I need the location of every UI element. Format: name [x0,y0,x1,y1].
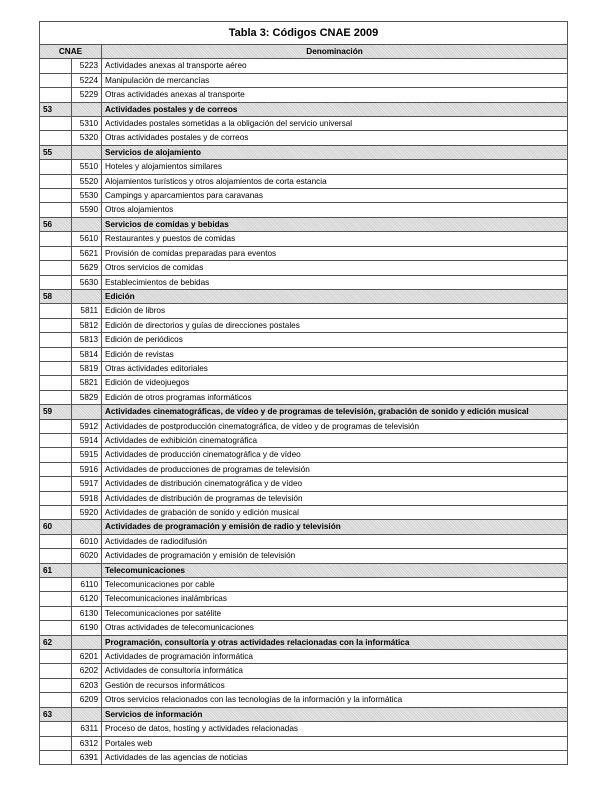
title-row [40,22,568,45]
item-code: 6020 [72,549,102,563]
table-row [40,578,568,592]
group-spacer [40,693,72,707]
table-row [40,160,568,174]
item-name: Otras actividades anexas al transporte [102,88,568,102]
header-row [40,45,568,59]
table-row [40,73,568,87]
group-row [40,635,568,649]
item-code: 5629 [72,261,102,275]
group-spacer [40,462,72,476]
item-name: Otros alojamientos [102,203,568,217]
item-name: Gestión de recursos informáticos [102,678,568,692]
group-code-spacer [72,520,102,534]
group-spacer [40,232,72,246]
table-row [40,419,568,433]
group-spacer [40,333,72,347]
table-title: Tabla 3: Códigos CNAE 2009 [40,22,568,45]
group-spacer [40,578,72,592]
header-code: CNAE [40,45,102,59]
item-name: Restaurantes y puestos de comidas [102,232,568,246]
item-code: 6130 [72,606,102,620]
item-code: 5811 [72,304,102,318]
table-row [40,549,568,563]
item-code: 6312 [72,736,102,750]
item-code: 5229 [72,88,102,102]
item-code: 5812 [72,318,102,332]
item-code: 5310 [72,117,102,131]
item-name: Otras actividades editoriales [102,361,568,375]
item-code: 6203 [72,678,102,692]
group-code-spacer [72,217,102,231]
group-code: 62 [40,635,72,649]
group-spacer [40,506,72,520]
item-name: Edición de videojuegos [102,376,568,390]
table-row [40,693,568,707]
group-row [40,289,568,303]
group-spacer [40,736,72,750]
group-code-spacer [72,707,102,721]
group-code-spacer [72,289,102,303]
item-code: 5829 [72,390,102,404]
item-code: 5813 [72,333,102,347]
group-code: 63 [40,707,72,721]
item-code: 5821 [72,376,102,390]
item-code: 6120 [72,592,102,606]
item-name: Actividades de producciones de programas de televisión [102,462,568,476]
group-row [40,563,568,577]
table-row [40,621,568,635]
item-name: Provisión de comidas preparadas para eventos [102,246,568,260]
group-spacer [40,678,72,692]
item-name: Edición de otros programas informáticos [102,390,568,404]
item-name: Otras actividades de telecomunicaciones [102,621,568,635]
item-code: 5916 [72,462,102,476]
group-spacer [40,131,72,145]
group-name: Servicios de comidas y bebidas [102,217,568,231]
group-spacer [40,722,72,736]
table-row [40,59,568,73]
table-row [40,448,568,462]
table-row [40,678,568,692]
table-row [40,232,568,246]
group-name: Actividades de programación y emisión de radio y televisión [102,520,568,534]
group-code-spacer [72,102,102,116]
group-spacer [40,390,72,404]
table-row [40,174,568,188]
group-spacer [40,304,72,318]
table-row [40,491,568,505]
item-code: 5520 [72,174,102,188]
group-spacer [40,491,72,505]
item-name: Otros servicios relacionados con las tecnologías de la información y la informática [102,693,568,707]
cnae-table [39,21,568,765]
table-row [40,361,568,375]
group-row [40,102,568,116]
item-code: 6391 [72,750,102,764]
table-row [40,592,568,606]
group-spacer [40,361,72,375]
group-spacer [40,419,72,433]
item-name: Actividades de programación y emisión de televisión [102,549,568,563]
item-name: Actividades de postproducción cinematográfica, de vídeo y de programas de televisión [102,419,568,433]
group-name: Servicios de información [102,707,568,721]
table-row [40,534,568,548]
item-name: Actividades de las agencias de noticias [102,750,568,764]
group-spacer [40,189,72,203]
item-code: 5224 [72,73,102,87]
item-code: 6201 [72,650,102,664]
item-code: 5610 [72,232,102,246]
table-row [40,750,568,764]
item-name: Alojamientos turísticos y otros alojamientos de corta estancia [102,174,568,188]
table-row [40,462,568,476]
group-name: Programación, consultoría y otras actividades relacionadas con la informática [102,635,568,649]
item-name: Actividades postales sometidas a la obligación del servicio universal [102,117,568,131]
table-row [40,506,568,520]
item-name: Edición de periódicos [102,333,568,347]
table-row [40,189,568,203]
group-code-spacer [72,405,102,419]
item-code: 6311 [72,722,102,736]
group-spacer [40,606,72,620]
group-code: 53 [40,102,72,116]
item-name: Proceso de datos, hosting y actividades relacionadas [102,722,568,736]
group-name: Actividades postales y de correos [102,102,568,116]
group-spacer [40,160,72,174]
cnae-document [39,21,568,765]
table-row [40,477,568,491]
group-spacer [40,261,72,275]
group-spacer [40,376,72,390]
group-code: 61 [40,563,72,577]
group-spacer [40,650,72,664]
group-code-spacer [72,563,102,577]
group-spacer [40,433,72,447]
table-row [40,390,568,404]
group-code: 56 [40,217,72,231]
group-code: 55 [40,145,72,159]
item-name: Actividades de consultoría informática [102,664,568,678]
item-name: Edición de libros [102,304,568,318]
item-name: Actividades de exhibición cinematográfica [102,433,568,447]
table-row [40,261,568,275]
table-row [40,650,568,664]
item-code: 5918 [72,491,102,505]
item-code: 5510 [72,160,102,174]
item-name: Telecomunicaciones inalámbricas [102,592,568,606]
group-row [40,520,568,534]
group-spacer [40,174,72,188]
table-row [40,88,568,102]
item-code: 5917 [72,477,102,491]
group-spacer [40,246,72,260]
group-spacer [40,275,72,289]
table-row [40,117,568,131]
table-row [40,376,568,390]
item-code: 5819 [72,361,102,375]
item-name: Manipulación de mercancías [102,73,568,87]
table-row [40,131,568,145]
group-spacer [40,621,72,635]
table-row [40,347,568,361]
item-name: Actividades de distribución de programas de televisión [102,491,568,505]
group-row [40,145,568,159]
group-spacer [40,117,72,131]
item-code: 6209 [72,693,102,707]
group-spacer [40,750,72,764]
group-row [40,217,568,231]
item-code: 5814 [72,347,102,361]
group-spacer [40,534,72,548]
group-spacer [40,448,72,462]
item-name: Otras actividades postales y de correos [102,131,568,145]
table-row [40,304,568,318]
group-spacer [40,59,72,73]
header-name: Denominación [102,45,568,59]
item-name: Edición de directorios y guías de direcciones postales [102,318,568,332]
table-row [40,433,568,447]
group-spacer [40,549,72,563]
group-spacer [40,318,72,332]
item-name: Edición de revistas [102,347,568,361]
table-body [40,59,568,765]
item-code: 6010 [72,534,102,548]
group-name: Telecomunicaciones [102,563,568,577]
group-name: Servicios de alojamiento [102,145,568,159]
item-name: Telecomunicaciones por satélite [102,606,568,620]
item-code: 5530 [72,189,102,203]
group-code-spacer [72,635,102,649]
group-code: 59 [40,405,72,419]
table-row [40,275,568,289]
item-name: Actividades de producción cinematográfica y de vídeo [102,448,568,462]
item-name: Actividades de radiodifusión [102,534,568,548]
item-code: 5630 [72,275,102,289]
group-spacer [40,88,72,102]
item-code: 5320 [72,131,102,145]
item-name: Establecimientos de bebidas [102,275,568,289]
item-code: 5621 [72,246,102,260]
group-code-spacer [72,145,102,159]
item-code: 5920 [72,506,102,520]
table-row [40,333,568,347]
table-row [40,722,568,736]
table-row [40,318,568,332]
item-code: 5915 [72,448,102,462]
item-code: 6190 [72,621,102,635]
item-code: 6110 [72,578,102,592]
table-row [40,203,568,217]
item-code: 6202 [72,664,102,678]
item-code: 5914 [72,433,102,447]
item-name: Actividades de programación informática [102,650,568,664]
item-name: Campings y aparcamientos para caravanas [102,189,568,203]
group-spacer [40,73,72,87]
item-code: 5590 [72,203,102,217]
table-row [40,246,568,260]
table-row [40,664,568,678]
group-row [40,405,568,419]
group-spacer [40,347,72,361]
item-name: Telecomunicaciones por cable [102,578,568,592]
item-name: Hoteles y alojamientos similares [102,160,568,174]
table-row [40,736,568,750]
item-name: Actividades de grabación de sonido y edición musical [102,506,568,520]
item-name: Portales web [102,736,568,750]
group-row [40,707,568,721]
group-spacer [40,203,72,217]
item-code: 5223 [72,59,102,73]
item-code: 5912 [72,419,102,433]
group-spacer [40,592,72,606]
table-row [40,606,568,620]
group-spacer [40,664,72,678]
item-name: Actividades anexas al transporte aéreo [102,59,568,73]
item-name: Actividades de distribución cinematográfica y de vídeo [102,477,568,491]
group-code: 58 [40,289,72,303]
group-name: Edición [102,289,568,303]
item-name: Otros servicios de comidas [102,261,568,275]
group-spacer [40,477,72,491]
group-code: 60 [40,520,72,534]
group-name: Actividades cinematográficas, de vídeo y de programas de televisión, grabación de sonido y edición musical [102,405,568,419]
